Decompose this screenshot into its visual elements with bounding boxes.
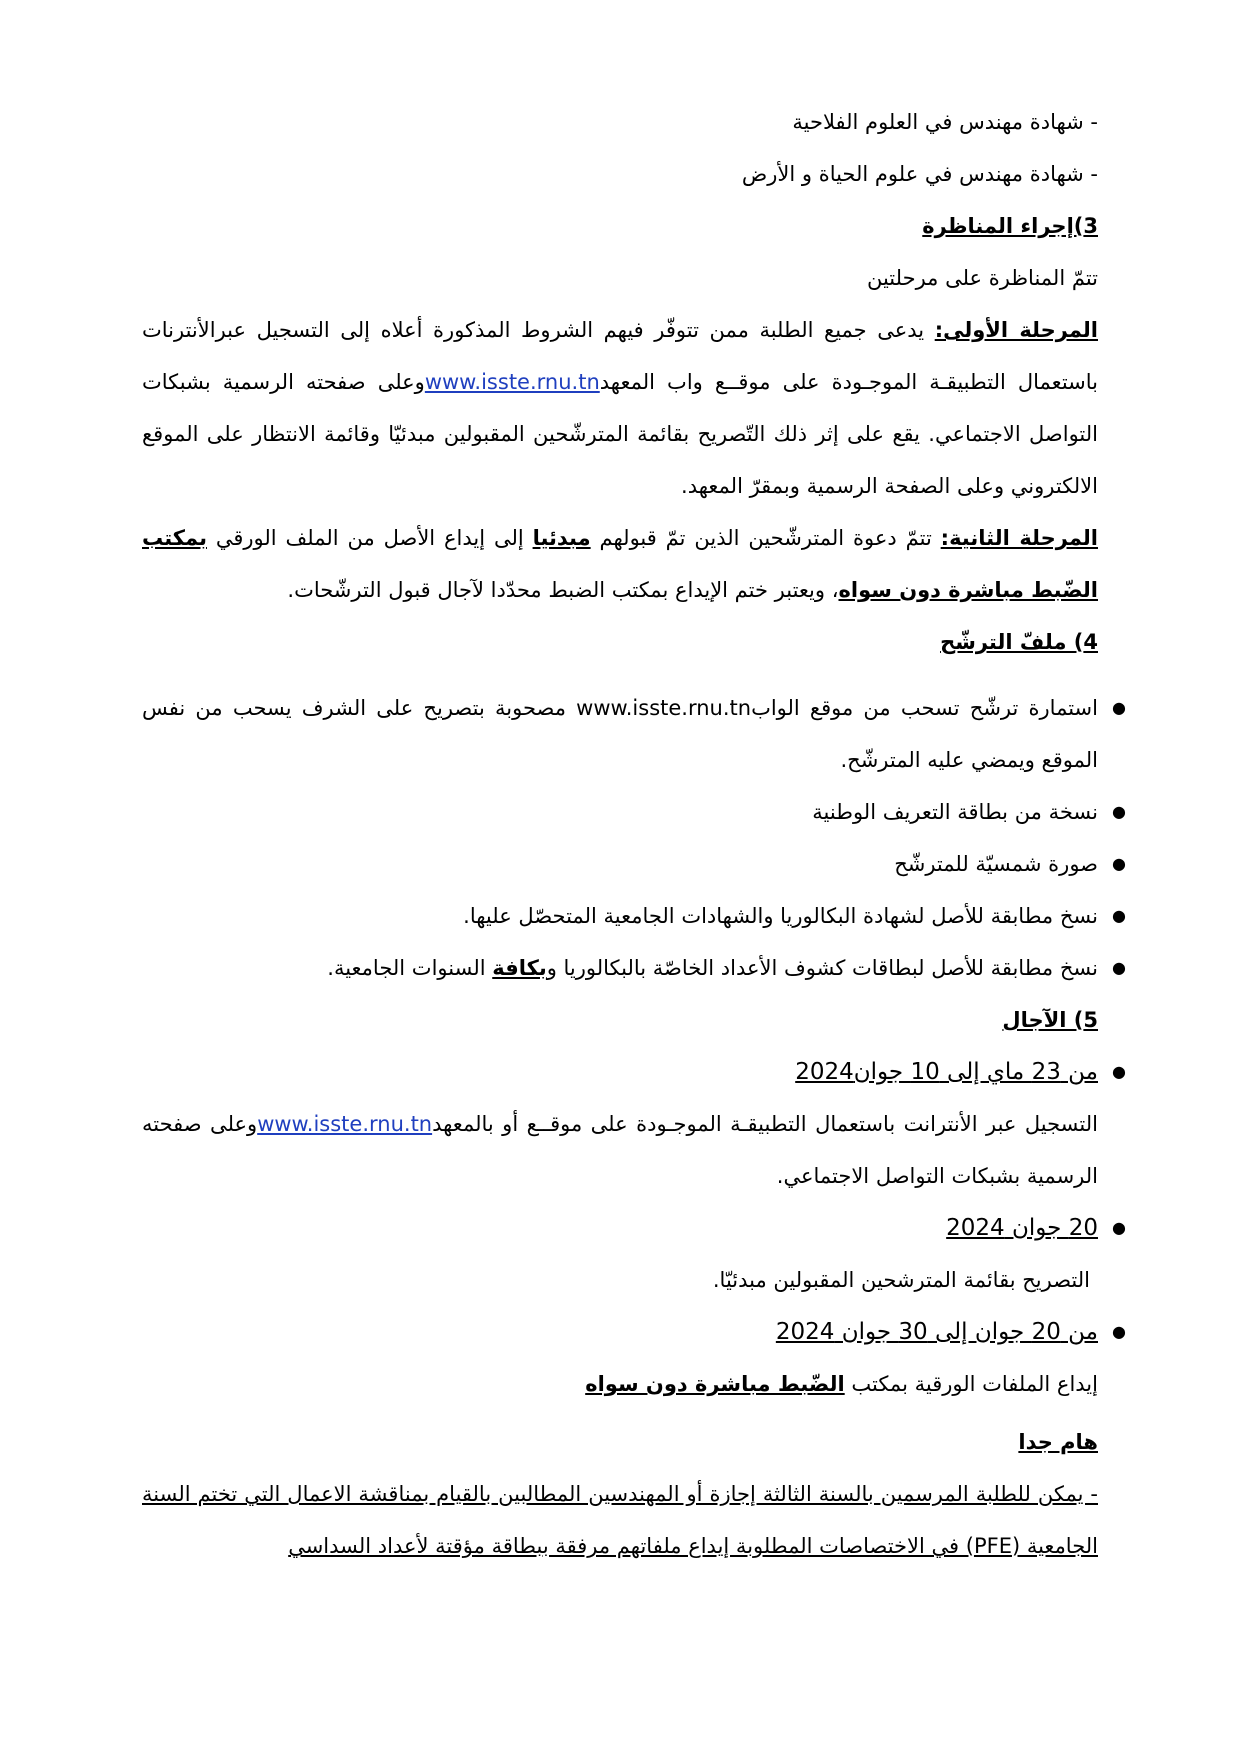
phase-1-text-b: وعلى صفحته الرسمية بشبكات التواصل الاجتماعي. يقع على إثر ذلك التّصريح بقائمة المترشّحين المقبولين مبدئيّا وقائمة الانتظار على الموقع الالكتروني وعلى الصفحة الرسمية وبمقرّ المعهد.: [142, 370, 1098, 498]
list-item: [142, 1202, 1126, 1254]
phase-2-bold-2: بمكتب الضّبط مباشرة دون سواه: [142, 526, 1098, 602]
phase-1-text-a: يدعى جميع الطلبة ممن تتوفّر فيهم الشروط المذكورة أعلاه إلى التسجيل عبرالأنترنات باستعمال التطبيقـة الموجـودة على موقــع واب المعهد: [142, 318, 1098, 394]
item-2-text: نسخة من بطاقة التعريف الوطنية: [812, 800, 1098, 824]
application-file-list: [142, 682, 1126, 994]
date-3-paragraph: [142, 1358, 1098, 1410]
date-1-text-b: وعلى صفحته الرسمية بشبكات التواصل الاجتماعي.: [142, 1112, 1098, 1188]
bullet-icon: ●: [1112, 802, 1126, 821]
section-3-intro: تتمّ المناظرة على مرحلتين: [866, 266, 1098, 290]
degree-line-2: - شهادة مهندس في علوم الحياة و الأرض: [741, 162, 1098, 186]
bullet-icon: ●: [1112, 698, 1126, 717]
degree-line-1: - شهادة مهندس في العلوم الفلاحية: [792, 110, 1098, 134]
bullet-icon: ●: [1112, 854, 1126, 873]
date-2-text: التصريح بقائمة المترشحين المقبولين مبدئيّا.: [712, 1268, 1090, 1292]
bullet-icon: ●: [1112, 906, 1126, 925]
phase-1-paragraph: [142, 304, 1098, 512]
phase-2-bold-1: مبدئيا: [532, 526, 591, 550]
section-4-heading: 4) ملفّ الترشّح: [940, 630, 1098, 654]
deadlines-list: [142, 1046, 1126, 1098]
date-3-text-a: إيداع الملفات الورقية بمكتب: [844, 1372, 1098, 1396]
item-1-text-b: مصحوبة بتصريح على الشرف يسحب من نفس الموقع ويمضي عليه المترشّح.: [142, 696, 1098, 772]
phase-1-label: المرحلة الأولى:: [934, 318, 1098, 342]
deadlines-list-2: [142, 1202, 1126, 1254]
list-item: [142, 682, 1126, 786]
date-3: من 20 جوان إلى 30 جوان 2024: [775, 1319, 1098, 1345]
date-1: من 23 ماي إلى 10 جوان2024: [795, 1059, 1098, 1085]
bullet-icon: ●: [1112, 958, 1126, 977]
bullet-icon: ●: [1112, 1062, 1126, 1081]
phase-2-text-c: ، ويعتبر ختم الإيداع بمكتب الضبط محدّدا لآجال قبول الترشّحات.: [287, 578, 839, 602]
list-item: [142, 890, 1126, 942]
website-link[interactable]: www.isste.rnu.tn: [576, 696, 752, 720]
date-1-text-a: التسجيل عبر الأنترانت باستعمال التطبيقـة الموجـودة على موقــع أو بالمعهد: [432, 1112, 1098, 1136]
phase-2-label: المرحلة الثانية:: [940, 526, 1098, 550]
list-item: [142, 786, 1126, 838]
list-item: [142, 1306, 1126, 1358]
item-5-text-a: نسخ مطابقة للأصل لبطاقات كشوف الأعداد الخاصّة بالبكالوريا و: [546, 956, 1098, 980]
list-item: [142, 1046, 1126, 1098]
bullet-icon: ●: [1112, 1218, 1126, 1237]
item-1-text-a: استمارة ترشّح تسحب من موقع الواب: [751, 696, 1098, 720]
item-5-text-b: السنوات الجامعية.: [327, 956, 493, 980]
bullet-icon: ●: [1112, 1322, 1126, 1341]
section-3-heading: 3)إجراء المناظرة: [922, 214, 1098, 238]
important-text: - يمكن للطلبة المرسمين بالسنة الثالثة إجازة أو المهندسين المطالبين بالقيام بمناقشة الاعمال التي تختم السنة الجامعية (PFE) في الاختصاصات المطلوبة إيداع ملفاتهم مرفقة ببطاقة مؤقتة لأعداد السداسي: [142, 1482, 1098, 1558]
date-1-paragraph: [142, 1098, 1098, 1202]
important-heading: هام جدا: [1018, 1430, 1098, 1454]
phase-2-paragraph: [142, 512, 1098, 616]
section-5-heading: 5) الآجال: [1002, 1008, 1098, 1032]
deadlines-list-3: [142, 1306, 1126, 1358]
item-5-bold: بكافة: [492, 956, 547, 980]
institute-website-link[interactable]: www.isste.rnu.tn: [424, 370, 600, 394]
date-3-bold: الضّبط مباشرة دون سواه: [585, 1372, 845, 1396]
phase-2-text-b: إلى إيداع الأصل من الملف الورقي: [206, 526, 533, 550]
date-2: 20 جوان 2024: [946, 1215, 1098, 1241]
item-3-text: صورة شمسيّة للمترشّح: [894, 852, 1098, 876]
phase-2-text-a: تتمّ دعوة المترشّحين الذين تمّ قبولهم: [590, 526, 941, 550]
item-4-text: نسخ مطابقة للأصل لشهادة البكالوريا والشهادات الجامعية المتحصّل عليها.: [463, 904, 1098, 928]
list-item: [142, 942, 1126, 994]
registration-website-link[interactable]: www.isste.rnu.tn: [257, 1112, 433, 1136]
list-item: [142, 838, 1126, 890]
